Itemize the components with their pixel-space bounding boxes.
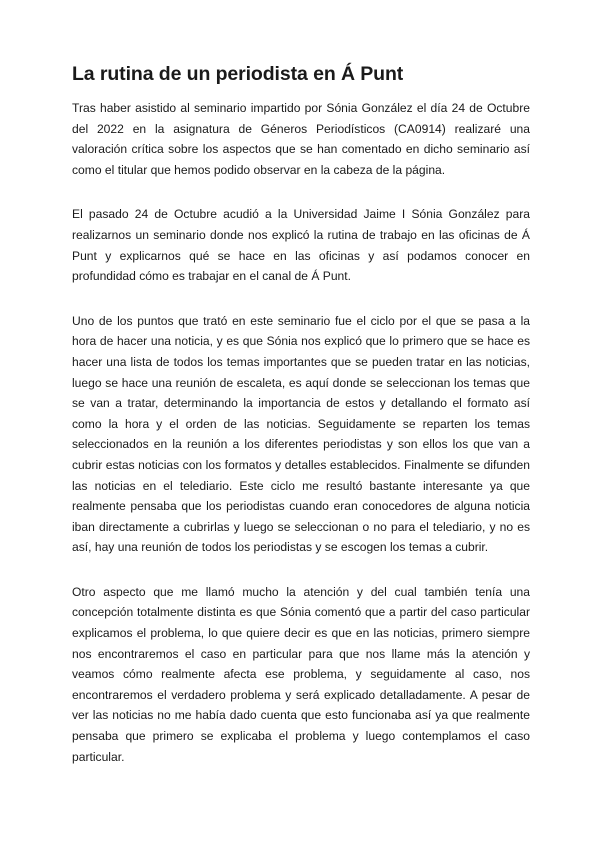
document-title: La rutina de un periodista en Á Punt [72,63,404,85]
paragraph-intro: Tras haber asistido al seminario impartido por Sónia González el día 24 de Octubre del 2022 en la asignatura de Géneros Periodísticos (CA0914) realizaré una valoración crítica sobre los aspectos que se han comentado en dicho seminario así como el titular que hemos podido observar en la cabeza de la página. [72,101,530,177]
document-page [72,62,530,791]
paragraph-news-cycle: Uno de los puntos que trató en este seminario fue el ciclo por el que se pasa a la hora de hacer una noticia, y es que Sónia nos explicó que lo primero que se hace es hacer una lista de todos los temas importantes que se pueden tratar en las noticias, luego se hace una reunión de escaleta, es aquí donde se seleccionan los temas que se van a tratar, determinando la importancia de estos y detallando el formato así como la hora y el orden de las noticias. Seguidamente se reparten los temas seleccionados en la reunión a los diferentes periodistas y son ellos los que van a cubrir estas noticias con los formatos y detalles establecidos. Finalmente se difunden las noticias en el telediario. Este ciclo me resultó bastante interesante ya que realmente pensaba que los periodistas cuando eran conocedores de alguna noticia iban directamente a cubrirlas y luego se seleccionan o no para el telediario, y no es así, hay una reunión de todos los periodistas y se escogen los temas a cubrir. [72,313,530,555]
paragraph-seminar: El pasado 24 de Octubre acudió a la Universidad Jaime I Sónia González para realizarnos un seminario donde nos explicó la rutina de trabajo en las oficinas de Á Punt y explicarnos qué se hace en las oficinas y así podamos conocer en profundidad cómo es trabajar en el canal de Á Punt. [72,207,530,284]
paragraph-particular-case: Otro aspecto que me llamó mucho la atención y del cual también tenía una concepción totalmente distinta es que Sónia comentó que a partir del caso particular explicamos el problema, lo que quiere decir es que en las noticias, primero siempre nos encontraremos el caso en particular para que nos llame más la atención y veamos cómo realmente afecta ese problema, y seguidamente al caso, nos encontraremos el verdadero problema y será explicado detalladamente. A pesar de ver las noticias no me había dado cuenta que esto funcionaba así ya que realmente pensaba que primero se explicaba el problema y luego contemplamos el caso particular. [72,584,530,764]
